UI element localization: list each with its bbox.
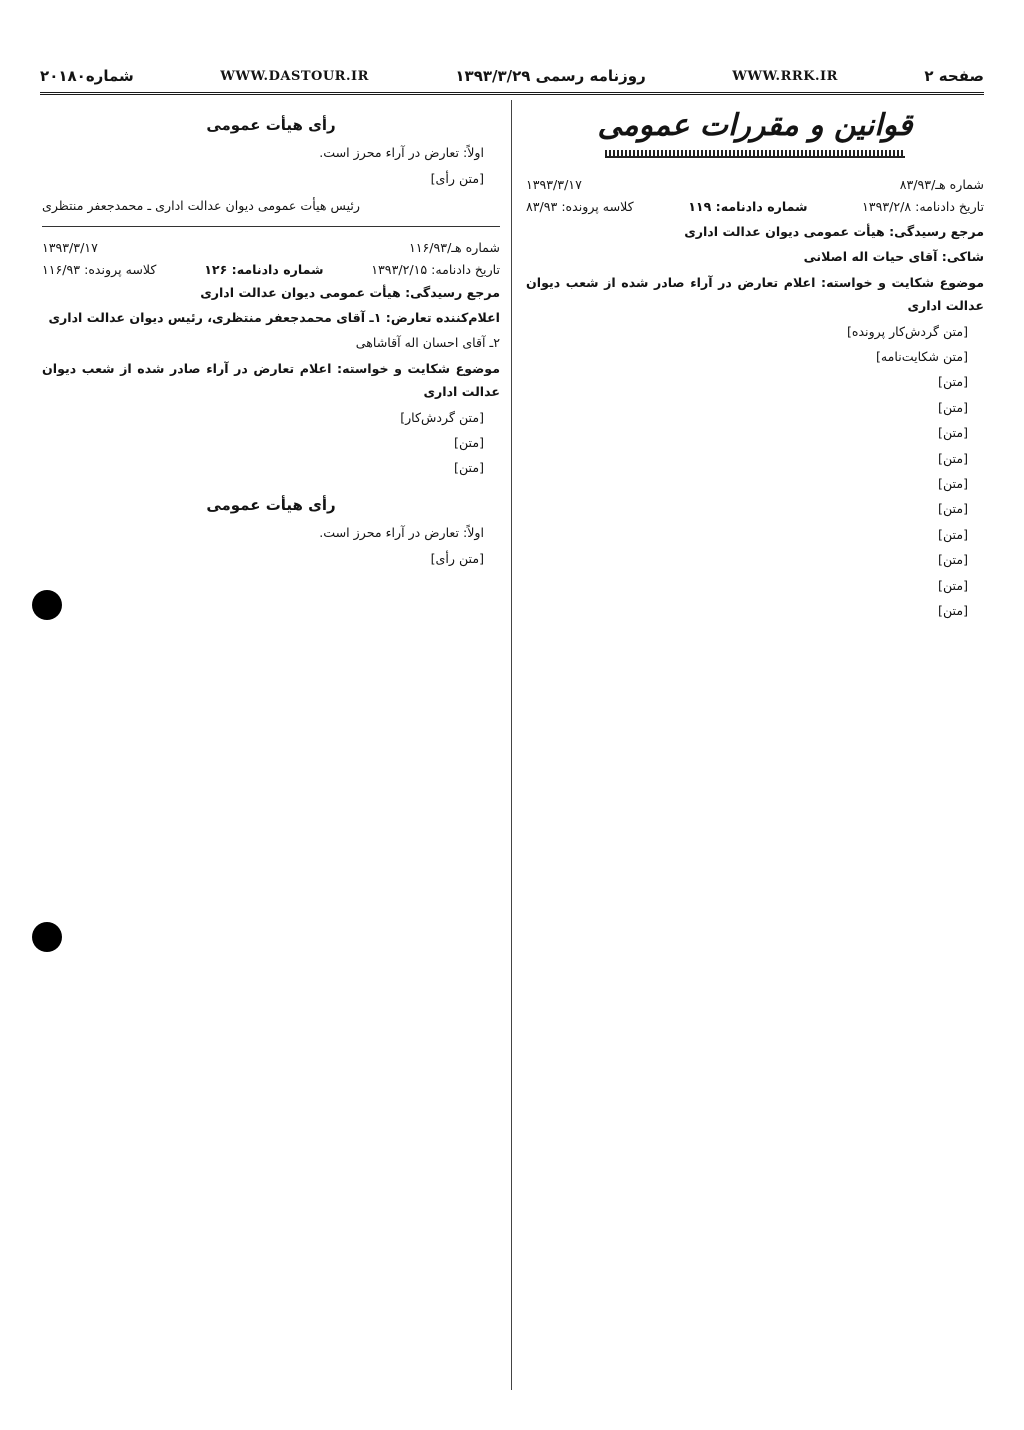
case1-authority: مرجع رسیدگی: هیأت عمومی دیوان عدالت اداری xyxy=(684,224,984,239)
case1-paragraph: [متن] xyxy=(938,501,968,517)
gazette-date: روزنامه رسمی ۱۳۹۳/۳/۲۹ xyxy=(455,67,646,85)
site-link-rrk[interactable]: WWW.RRK.IR xyxy=(732,68,838,84)
case2-paragraph: [متن گردش‌کار] xyxy=(400,409,484,425)
case1-petition-date: تاریخ دادنامه: ۱۳۹۳/۲/۸ xyxy=(862,199,984,214)
case2-authority: مرجع رسیدگی: هیأت عمومی دیوان عدالت اداری xyxy=(200,284,500,300)
case1-paragraph: [متن گردش‌کار پرونده] xyxy=(846,323,968,339)
case1-board-title: رأی هیأت عمومی xyxy=(206,116,336,134)
case1-ruling-no: شماره دادنامه: ۱۱۹ xyxy=(688,199,808,214)
case2-declarer-1: اعلام‌کننده تعارض: ۱ـ آقای محمدجعفر منتظری، رئیس دیوان عدالت اداری xyxy=(48,310,500,326)
case2-board-paragraph: [متن رأی] xyxy=(430,550,484,566)
case2-declarer-2: ۲ـ آقای احسان اله آقاشاهی xyxy=(355,335,500,351)
masthead-title: قوانین و مقررات عمومی xyxy=(597,108,913,143)
case1-complainant: شاکی: آقای حیات اله اصلانی xyxy=(803,249,984,265)
case1-paragraph: [متن] xyxy=(938,552,968,568)
case1-paragraph: [متن] xyxy=(938,374,968,390)
header-rule xyxy=(40,92,984,95)
case2-file-class: کلاسه پرونده: ۱۱۶/۹۳ xyxy=(42,261,157,277)
site-link-dastour[interactable]: WWW.DASTOUR.IR xyxy=(220,68,369,84)
case1-paragraph: [متن] xyxy=(938,577,968,593)
case1-date: ۱۳۹۳/۳/۱۷ xyxy=(526,177,582,192)
case1-paragraph: [متن] xyxy=(938,450,968,466)
page-header xyxy=(40,62,984,90)
case2-ruling-no: شماره دادنامه: ۱۲۶ xyxy=(204,261,324,277)
case2-board-title: رأی هیأت عمومی xyxy=(206,495,336,514)
case1-paragraph: [متن] xyxy=(938,603,968,619)
case1-paragraph: [متن] xyxy=(938,526,968,542)
punch-hole xyxy=(32,922,62,952)
case2-petition-date: تاریخ دادنامه: ۱۳۹۳/۲/۱۵ xyxy=(371,261,500,277)
case2-date: ۱۳۹۳/۳/۱۷ xyxy=(42,239,98,255)
case2-number-row xyxy=(42,237,500,259)
case2-subject: موضوع شکایت و خواسته: اعلام تعارض در آراء صادر شده از شعب دیوان عدالت اداری xyxy=(42,360,500,400)
case1-paragraph: [متن شکایت‌نامه] xyxy=(875,349,968,365)
right-column xyxy=(526,100,984,625)
case2-meta-row xyxy=(42,259,500,281)
case2-board-paragraph: اولاً: تعارض در آراء محرز است. xyxy=(319,525,484,541)
case-divider xyxy=(42,226,500,227)
case1-board-paragraph: اولاً: تعارض در آراء محرز است. xyxy=(319,145,484,161)
case1-signature: رئیس هیأت عمومی دیوان عدالت اداری ـ محمدجعفر منتظری xyxy=(42,198,361,214)
left-column xyxy=(42,100,500,572)
column-separator xyxy=(511,100,512,1390)
case1-number-row xyxy=(526,174,984,196)
case1-subject: موضوع شکایت و خواسته: اعلام تعارض در آراء صادر شده از شعب دیوان عدالت اداری xyxy=(526,274,984,314)
page-number: صفحه ۲ xyxy=(924,67,984,85)
issue-number: شماره۲۰۱۸۰ xyxy=(40,67,134,85)
case2-paragraph: [متن] xyxy=(454,435,484,451)
masthead-ornament xyxy=(605,150,905,158)
case1-paragraph: [متن] xyxy=(938,399,968,415)
punch-hole xyxy=(32,590,62,620)
case1-meta-row xyxy=(526,196,984,218)
case1-paragraph: [متن] xyxy=(938,425,968,441)
case2-number: شماره هـ/۱۱۶/۹۳ xyxy=(408,239,500,255)
case1-file-class: کلاسه پرونده: ۸۳/۹۳ xyxy=(526,199,634,214)
case1-number: شماره هـ/۸۳/۹۳ xyxy=(899,177,984,192)
case1-board-paragraph: [متن رأی] xyxy=(430,170,484,186)
case2-paragraph: [متن] xyxy=(454,460,484,476)
case1-paragraph: [متن] xyxy=(938,476,968,492)
